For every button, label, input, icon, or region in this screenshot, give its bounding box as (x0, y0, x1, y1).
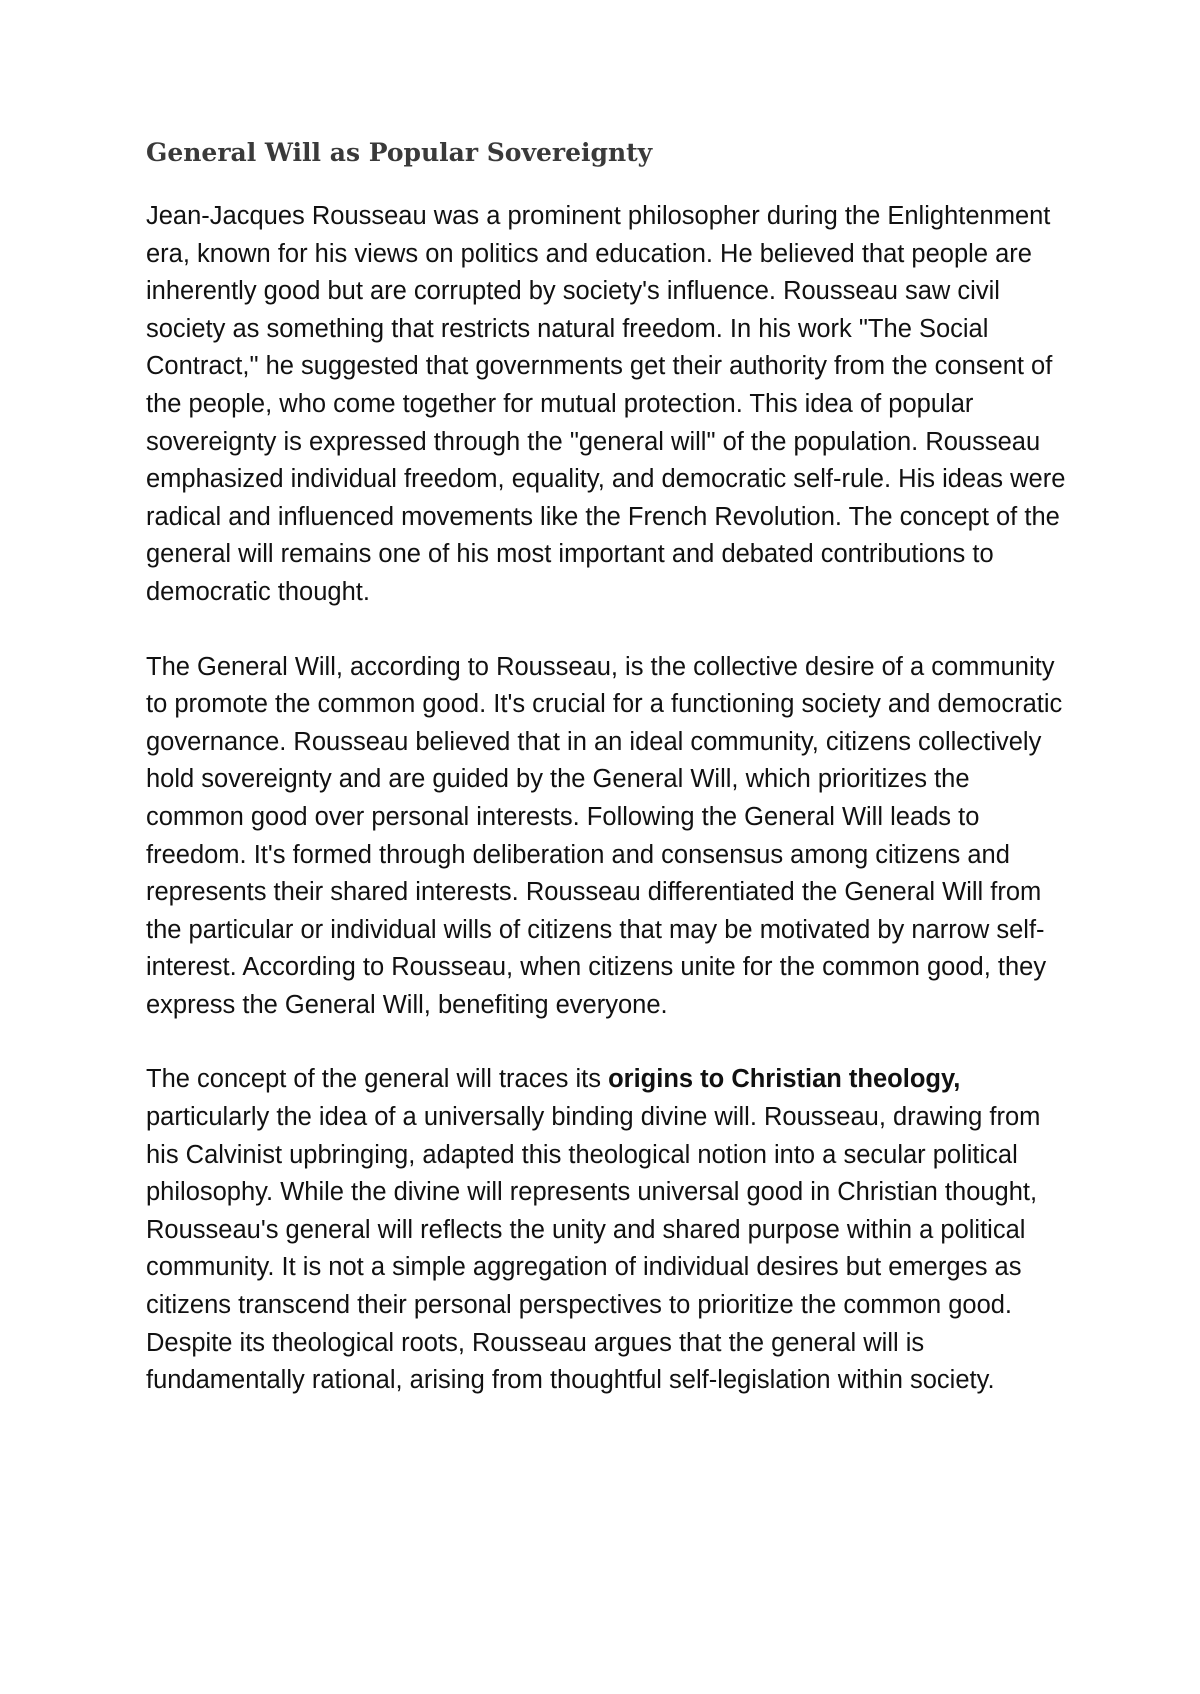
paragraph-3 (146, 1061, 1066, 1399)
paragraph-3-text-end: particularly the idea of a universally binding divine will. Rousseau, drawing from his Calvinist upbringing, adapted this theological notion into a secular political philosophy. While the divine will represents universal good in Christian thought, Rousseau's general will reflects the unity and shared purpose within a political community. It is not a simple aggregation of individual desires but emerges as citizens transcend their personal perspectives to prioritize the common good. Despite its theological roots, Rousseau argues that the general will is fundamentally rational, arising from thoughtful self-legislation within society. (146, 1103, 1041, 1395)
paragraph-1: Jean-Jacques Rousseau was a prominent philosopher during the Enlightenment era, known for his views on politics and education. He believed that people are inherently good but are corrupted by society's influence. Rousseau saw civil society as something that restricts natural freedom. In his work "The Social Contract," he suggested that governments get their authority from the consent of the people, who come together for mutual protection. This idea of popular sovereignty is expressed through the "general will" of the population. Rousseau emphasized individual freedom, equality, and democratic self-rule. His ideas were radical and influenced movements like the French Revolution. The concept of the general will remains one of his most important and debated contributions to democratic thought. (146, 202, 1066, 606)
paragraph-3-bold-phrase: origins to Christian theology, (608, 1065, 961, 1094)
paragraph-2: The General Will, according to Rousseau, is the collective desire of a community to promote the common good. It's crucial for a functioning society and democratic governance. Rousseau believed that in an ideal community, citizens collectively hold sovereignty and are guided by the General Will, which prioritizes the common good over personal interests. Following the General Will leads to freedom. It's formed through deliberation and consensus among citizens and represents their shared interests. Rousseau differentiated the General Will from the particular or individual wills of citizens that may be motivated by narrow self-interest. According to Rousseau, when citizens unite for the common good, they express the General Will, benefiting everyone. (146, 652, 1063, 1019)
document-title: General Will as Popular Sovereignty (146, 138, 653, 167)
paragraph-3-text-start: The concept of the general will traces its (146, 1065, 609, 1094)
document-content (146, 138, 1066, 1437)
